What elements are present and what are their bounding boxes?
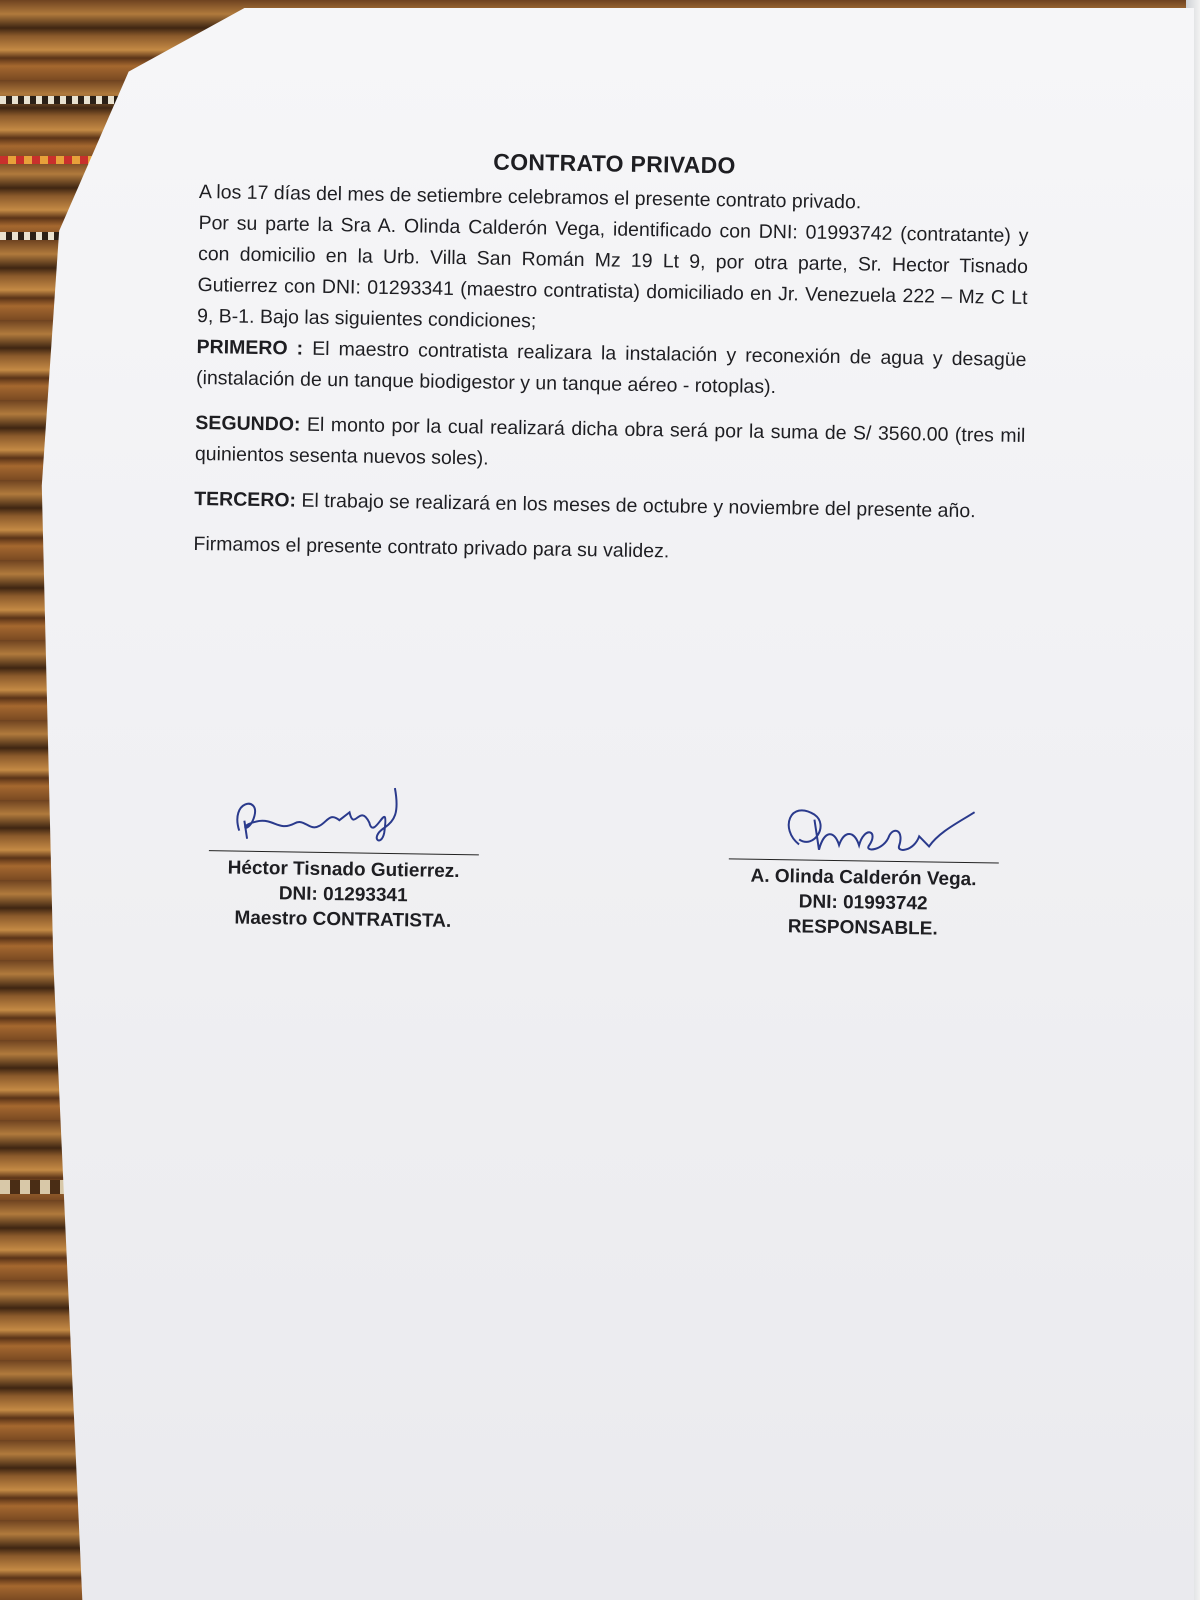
signatures-section <box>197 780 1030 973</box>
signer-dni: DNI: 01293341 <box>278 883 408 907</box>
signer-role: RESPONSABLE. <box>787 916 938 940</box>
parties-paragraph: Por su parte la Sra A. Olinda Calderón Vega, identificado con DNI: 01993742 (contratante) y con domicilio en la Urb. Villa San Román Mz 19 Lt 9, por otra parte, Sr. Hector Tisnado Gutierrez con DNI: 01293341 (maestro contratista) domiciliado en Jr. Venezuela 222 – Mz C Lt 9, B-1. Bajo las siguientes condiciones; <box>196 211 1029 333</box>
handwritten-signature <box>719 788 1010 863</box>
signer-name: Héctor Tisnado Gutierrez. <box>227 857 460 883</box>
handwritten-signature <box>199 780 490 855</box>
closing-line: Firmamos el presente contrato privado para su validez. <box>193 532 670 563</box>
clause-label: SEGUNDO: <box>195 411 301 436</box>
clause-text: El monto por la cual realizará dicha obra será por la suma de S/ 3560.00 (tres mil quinientos sesenta nuevos soles). <box>194 413 1026 470</box>
signer-name: A. Olinda Calderón Vega. <box>750 865 977 891</box>
clause-text: El maestro contratista realizara la instalación y reconexión de agua y desagüe (instalación de un tanque biodigestor y un tanque aéreo - rotoplas). <box>195 337 1027 399</box>
clause-label: TERCERO: <box>194 487 297 512</box>
document-title: CONTRATO PRIVADO <box>493 148 736 179</box>
signer-dni: DNI: 01993742 <box>798 891 928 915</box>
signer-role: Maestro CONTRATISTA. <box>234 907 452 932</box>
clause-label: PRIMERO : <box>196 335 304 360</box>
contract-body <box>193 130 1030 573</box>
clause-text: El trabajo se realizará en los meses de octubre y noviembre del presente año. <box>295 489 976 523</box>
clause-primero <box>196 332 1027 407</box>
signature-contratista <box>198 780 490 935</box>
clause-tercero <box>194 484 1024 528</box>
clause-segundo <box>195 408 1026 483</box>
intro-line: A los 17 días del mes de setiembre celebramos el presente contrato privado. <box>198 180 862 214</box>
signature-responsable <box>718 788 1010 943</box>
